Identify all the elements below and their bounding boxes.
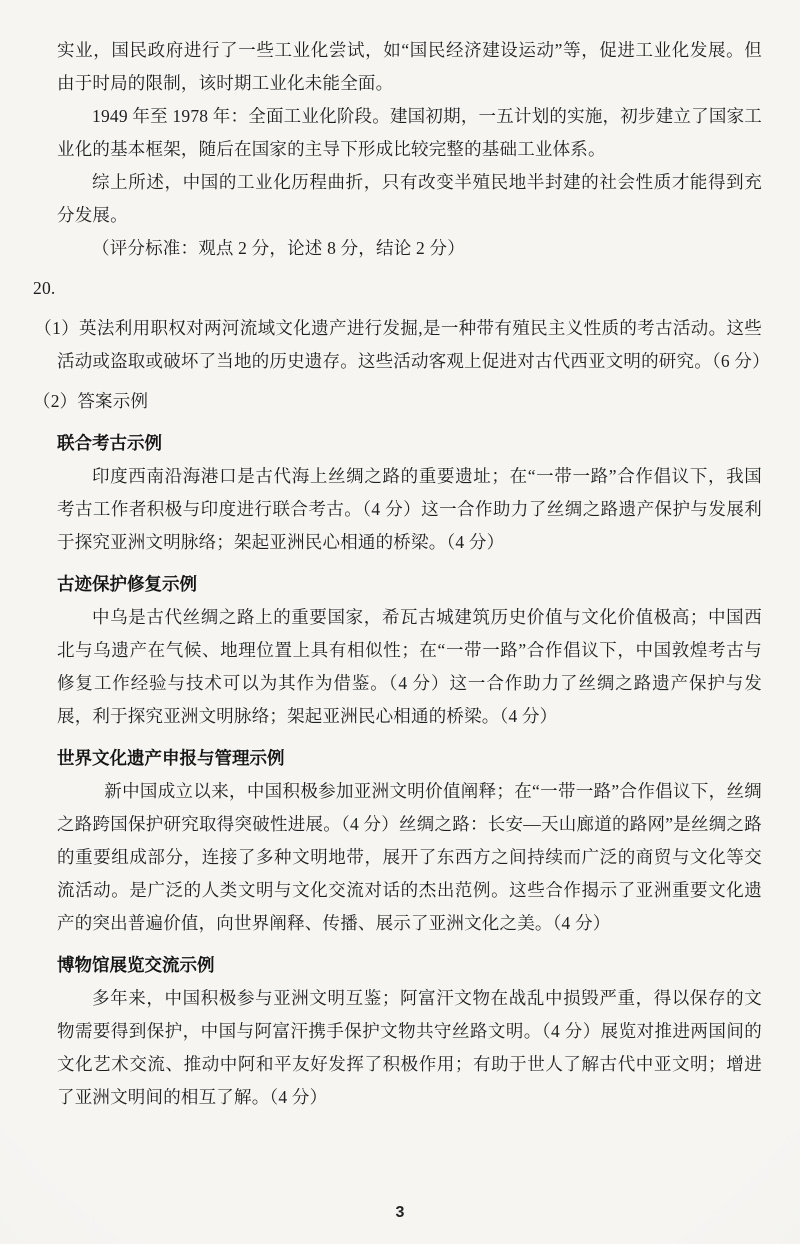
- question-20-number: 20.: [33, 278, 56, 298]
- question-20-answer-2-label: （2）答案示例: [33, 391, 149, 411]
- paragraph-site-restoration: 中乌是古代丝绸之路上的重要国家，希瓦古城建筑历史价值与文化价值极高；中国西北与乌遗产在气候、地理位置上具有相似性；在“一带一路”合作倡议下，中国敦煌考古与修复工作经验与技术可以为其作为借鉴。（4 分）这一合作助力了丝绸之路遗产保护与发展，利于探究亚洲文明脉络；架起亚洲民心相通的桥梁。（4 分）: [57, 607, 762, 726]
- paragraph-industrialization-conclusion: 综上所述，中国的工业化历程曲折，只有改变半殖民地半封建的社会性质才能得到充分发展。: [57, 172, 762, 225]
- heading-museum-exchange-example: 博物馆展览交流示例: [57, 955, 215, 975]
- question-20-answer-1: （1）英法利用职权对两河流域文化遗产进行发掘,是一种带有殖民主义性质的考古活动。这些活动或盗取或破坏了当地的历史遗存。这些活动客观上促进对古代西亚文明的研究。（6 分）: [34, 318, 770, 371]
- paragraph-world-heritage: 新中国成立以来，中国积极参加亚洲文明价值阐释；在“一带一路”合作倡议下，丝绸之路跨国保护研究取得突破性进展。（4 分）丝绸之路：长安—天山廊道的路网”是丝绸之路的重要组成部分，连接了多种文明地带，展开了东西方之间持续而广泛的商贸与文化等交流活动。是广泛的人类文明与文化交流对话的杰出范例。这些合作揭示了亚洲重要文化遗产的突出普遍价值，向世界阐释、传播、展示了亚洲文化之美。（4 分）: [57, 781, 762, 933]
- heading-joint-archaeology-example: 联合考古示例: [57, 433, 162, 453]
- heading-site-restoration-example: 古迹保护修复示例: [57, 574, 197, 594]
- paragraph-museum-exchange: 多年来，中国积极参与亚洲文明互鉴；阿富汗文物在战乱中损毁严重，得以保存的文物需要得到保护，中国与阿富汗携手保护文物共守丝路文明。（4 分）展览对推进两国间的文化艺术交流、推动中阿和平友好发挥了积极作用；有助于世人了解古代中亚文明；增进了亚洲文明间的相互了解。（4 分）: [57, 988, 762, 1107]
- paragraph-joint-archaeology: 印度西南沿海港口是古代海上丝绸之路的重要遗址；在“一带一路”合作倡议下，我国考古工作者积极与印度进行联合考古。（4 分）这一合作助力了丝绸之路遗产保护与发展利于探究亚洲文明脉络；架起亚洲民心相通的桥梁。（4 分）: [57, 466, 762, 552]
- paragraph-industrialization-1949: 1949 年至 1978 年：全面工业化阶段。建国初期，一五计划的实施，初步建立了国家工业化的基本框架，随后在国家的主导下形成比较完整的基础工业体系。: [57, 106, 762, 159]
- heading-world-heritage-example: 世界文化遗产申报与管理示例: [57, 748, 285, 768]
- scoring-note: （评分标准：观点 2 分，论述 8 分，结论 2 分）: [92, 238, 465, 258]
- page-number: 3: [395, 1204, 405, 1221]
- paragraph-industrialization-continued: 实业，国民政府进行了一些工业化尝试，如“国民经济建设运动”等，促进工业化发展。但由于时局的限制，该时期工业化未能全面。: [57, 40, 762, 93]
